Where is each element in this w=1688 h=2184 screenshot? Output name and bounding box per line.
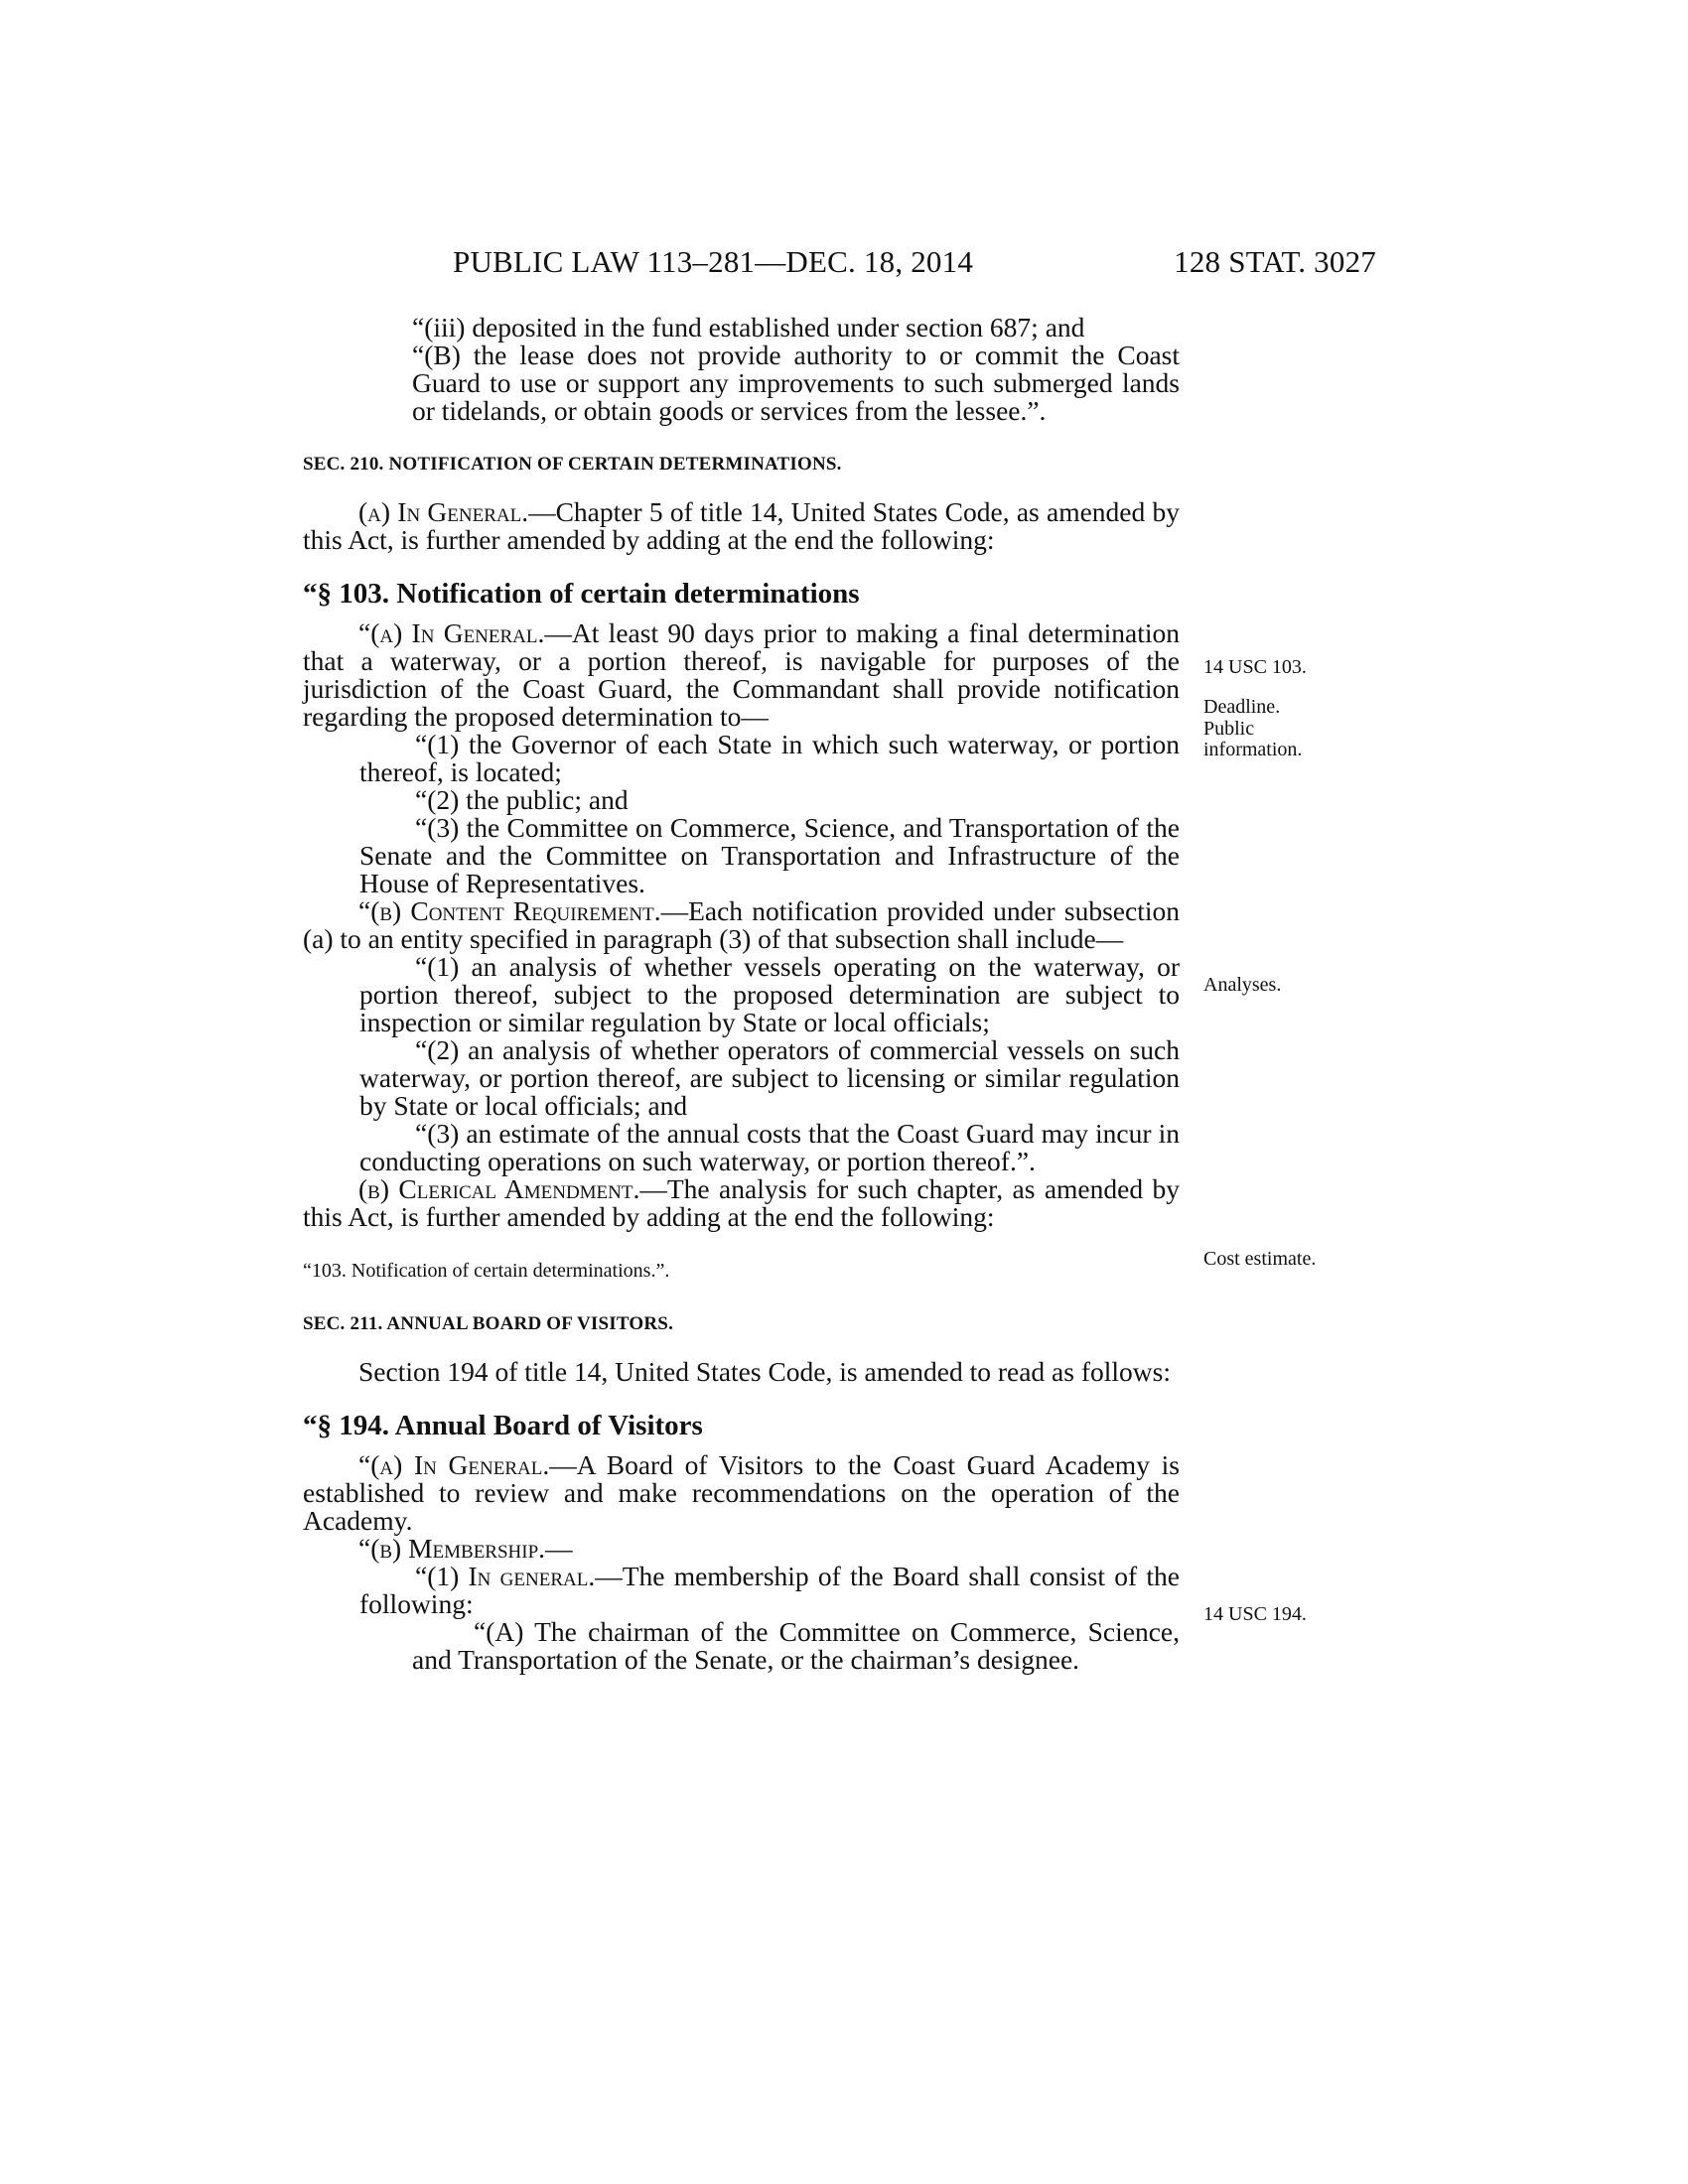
paragraph: “(a) In General.—At least 90 days prior to making a final determination that a waterway, or a portion thereof, is navigable for purposes of the jurisdiction of the Coast Guard, the Commandant shall provide notification regarding the proposed determination to— — [303, 617, 1180, 732]
paragraph: “(3) an estimate of the annual costs that the Coast Guard may incur in conducting operations on such waterway, or portion thereof.”. — [359, 1118, 1180, 1176]
header-law-citation: PUBLIC LAW 113–281—DEC. 18, 2014 — [453, 244, 974, 279]
page-body — [303, 314, 1180, 1674]
paragraph: “(b) Content Requirement.—Each notification provided under subsection (a) to an entity specified in paragraph (3) of that subsection shall include— — [303, 895, 1180, 954]
paragraph: (b) Clerical Amendment.—The analysis for such chapter, as amended by this Act, is further amended by adding at the end the following: — [303, 1173, 1180, 1232]
section-103-heading: “§ 103. Notification of certain determinations — [303, 578, 860, 610]
paragraph: (a) In General.—Chapter 5 of title 14, United States Code, as amended by this Act, is further amended by adding at the end the following: — [303, 496, 1180, 555]
paragraph: “(1) In general.—The membership of the Board shall consist of the following: — [359, 1561, 1180, 1619]
running-header — [453, 238, 1376, 288]
paragraph: Section 194 of title 14, United States Code, is amended to read as follows: — [358, 1356, 1171, 1387]
margin-note-deadline: Deadline. — [1203, 696, 1281, 718]
paragraph: “(a) In General.—A Board of Visitors to the Coast Guard Academy is established to review and make recommendations on the operation of the Academy. — [303, 1449, 1180, 1536]
section-210-heading: SEC. 210. NOTIFICATION OF CERTAIN DETERMINATIONS. — [303, 454, 842, 475]
margin-note-public-information: Public information. — [1203, 718, 1303, 760]
paragraph: “(A) The chairman of the Committee on Commerce, Science, and Transportation of the Senate, or the chairman’s designee. — [412, 1616, 1180, 1675]
margin-note-analyses: Analyses. — [1203, 974, 1282, 996]
paragraph: “(2) an analysis of whether operators of commercial vessels on such waterway, or portion thereof, are subject to licensing or similar regulation by State or local officials; and — [359, 1034, 1180, 1121]
margin-note-usc194: 14 USC 194. — [1203, 1603, 1307, 1625]
paragraph: “(B) the lease does not provide authority to or commit the Coast Guard to use or support any improvements to such submerged lands or tidelands, or obtain goods or services from the lessee.”. — [412, 340, 1180, 426]
table-of-sections-entry: “103. Notification of certain determinations.”. — [303, 1260, 670, 1282]
paragraph: “(b) Membership.— — [358, 1533, 573, 1564]
paragraph: “(iii) deposited in the fund established under section 687; and — [412, 312, 1085, 342]
paragraph: “(2) the public; and — [415, 784, 629, 815]
margin-note-cost-estimate: Cost estimate. — [1203, 1248, 1317, 1270]
paragraph: “(1) the Governor of each State in which such waterway, or portion thereof, is located; — [359, 729, 1180, 787]
margin-note-usc103: 14 USC 103. — [1203, 656, 1307, 678]
section-211-heading: SEC. 211. ANNUAL BOARD OF VISITORS. — [303, 1313, 674, 1334]
header-stat-page: 128 STAT. 3027 — [1174, 244, 1376, 279]
paragraph: “(3) the Committee on Commerce, Science, and Transportation of the Senate and the Committee on Transportation and Infrastructure of the House of Representatives. — [359, 812, 1180, 898]
paragraph: “(1) an analysis of whether vessels operating on the waterway, or portion thereof, subject to the proposed determination are subject to inspection or similar regulation by State or local officials; — [359, 951, 1180, 1037]
section-194-heading: “§ 194. Annual Board of Visitors — [303, 1410, 703, 1441]
